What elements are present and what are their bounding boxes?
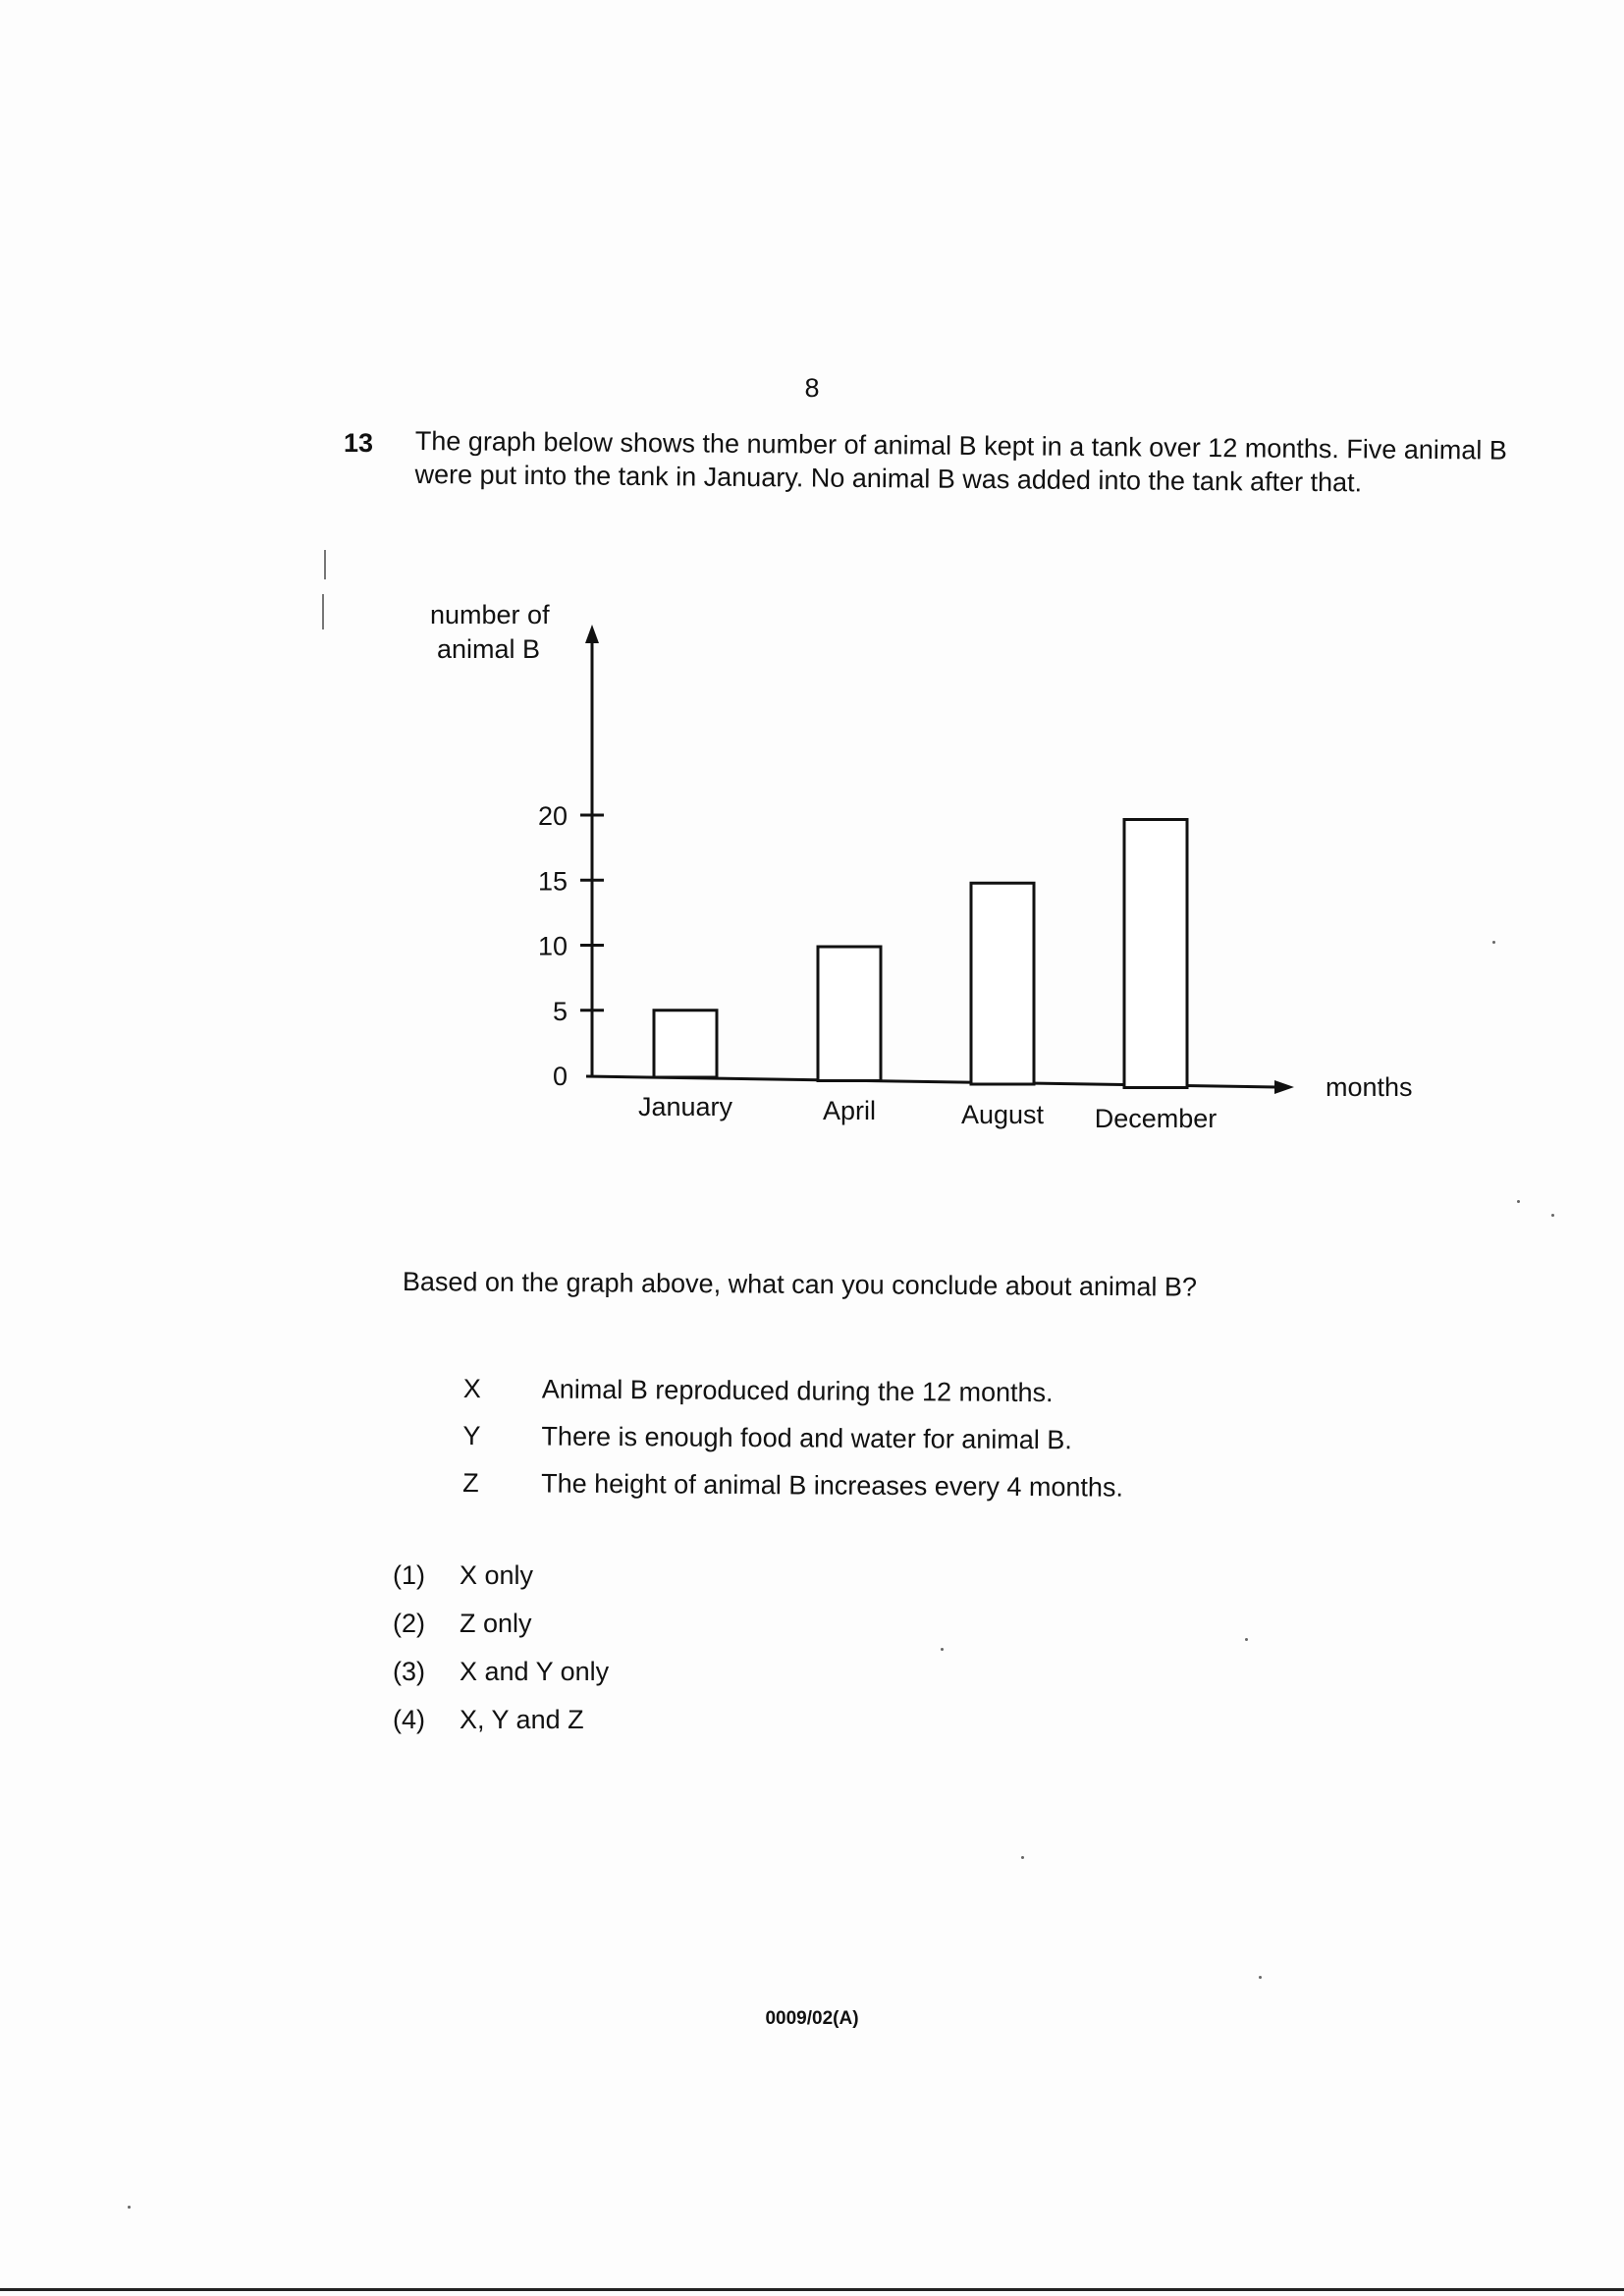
scan-speck bbox=[1245, 1638, 1248, 1641]
margin-mark bbox=[324, 550, 326, 579]
bar-chart bbox=[412, 594, 1473, 1164]
option-4[interactable] bbox=[393, 1696, 982, 1744]
bar-december bbox=[1124, 820, 1187, 1088]
scan-speck bbox=[128, 2206, 131, 2209]
x-category-label: December bbox=[1094, 1104, 1218, 1133]
option-text: Z only bbox=[460, 1609, 532, 1638]
y-axis-label-line2: animal B bbox=[437, 634, 541, 664]
statement-letter: Y bbox=[462, 1420, 481, 1450]
x-category-label: August bbox=[960, 1100, 1045, 1129]
y-ticks bbox=[538, 801, 604, 1091]
y-tick-label: 20 bbox=[537, 801, 568, 831]
scan-speck bbox=[1551, 1214, 1554, 1217]
scan-speck bbox=[1492, 941, 1495, 944]
option-1[interactable] bbox=[393, 1552, 982, 1600]
page-number: 8 bbox=[804, 373, 820, 403]
question-prompt: Based on the graph above, what can you conclude about animal B? bbox=[402, 1267, 1198, 1302]
statement-text: Animal B reproduced during the 12 months. bbox=[541, 1374, 1054, 1407]
statement-text: There is enough food and water for animal B. bbox=[541, 1421, 1072, 1454]
question-stem: The graph below shows the number of animal B kept in a tank over 12 months. Five animal B were put into the tank in January. No animal B was added into the tank after that. bbox=[414, 425, 1508, 498]
y-axis-label-line1: number of bbox=[430, 600, 550, 629]
y-tick-label: 15 bbox=[537, 866, 568, 897]
scan-speck bbox=[941, 1648, 944, 1651]
scan-speck bbox=[1259, 1976, 1262, 1979]
x-axis-arrow bbox=[1274, 1080, 1294, 1094]
option-text: X and Y only bbox=[460, 1657, 610, 1686]
scan-speck bbox=[1021, 1856, 1024, 1859]
x-category-label: April bbox=[822, 1096, 877, 1125]
bar-april bbox=[818, 947, 881, 1081]
option-text: X, Y and Z bbox=[460, 1705, 584, 1734]
page-bottom-edge bbox=[0, 2288, 1624, 2291]
y-tick-label: 5 bbox=[552, 996, 568, 1026]
scan-speck bbox=[1517, 1200, 1520, 1203]
option-text: X only bbox=[460, 1560, 534, 1590]
option-number: (3) bbox=[393, 1657, 425, 1686]
statement-y bbox=[462, 1412, 1346, 1465]
y-tick-label: 10 bbox=[537, 931, 568, 961]
statement-z bbox=[462, 1459, 1346, 1512]
option-number: (1) bbox=[393, 1560, 425, 1590]
bar-august bbox=[971, 883, 1034, 1084]
x-axis-label: months bbox=[1326, 1072, 1413, 1102]
margin-mark bbox=[322, 594, 324, 629]
option-3[interactable] bbox=[393, 1648, 982, 1696]
y-axis-arrow bbox=[585, 625, 599, 643]
category-labels bbox=[638, 1092, 1217, 1133]
footer-code: 0009/02(A) bbox=[765, 2008, 859, 2029]
x-category-label: January bbox=[637, 1092, 733, 1121]
option-number: (4) bbox=[393, 1705, 425, 1734]
statement-x bbox=[463, 1365, 1347, 1418]
bars bbox=[654, 820, 1187, 1088]
statement-text: The height of animal B increases every 4 months. bbox=[541, 1468, 1124, 1503]
statement-letter: Z bbox=[462, 1467, 479, 1498]
statement-list bbox=[462, 1365, 1347, 1512]
question-number: 13 bbox=[344, 428, 374, 458]
option-2[interactable] bbox=[393, 1600, 982, 1648]
statement-letter: X bbox=[462, 1373, 481, 1403]
option-number: (2) bbox=[393, 1609, 425, 1638]
y-tick-label: 0 bbox=[552, 1062, 568, 1091]
answer-options bbox=[393, 1552, 982, 1744]
bar-january bbox=[654, 1011, 717, 1077]
